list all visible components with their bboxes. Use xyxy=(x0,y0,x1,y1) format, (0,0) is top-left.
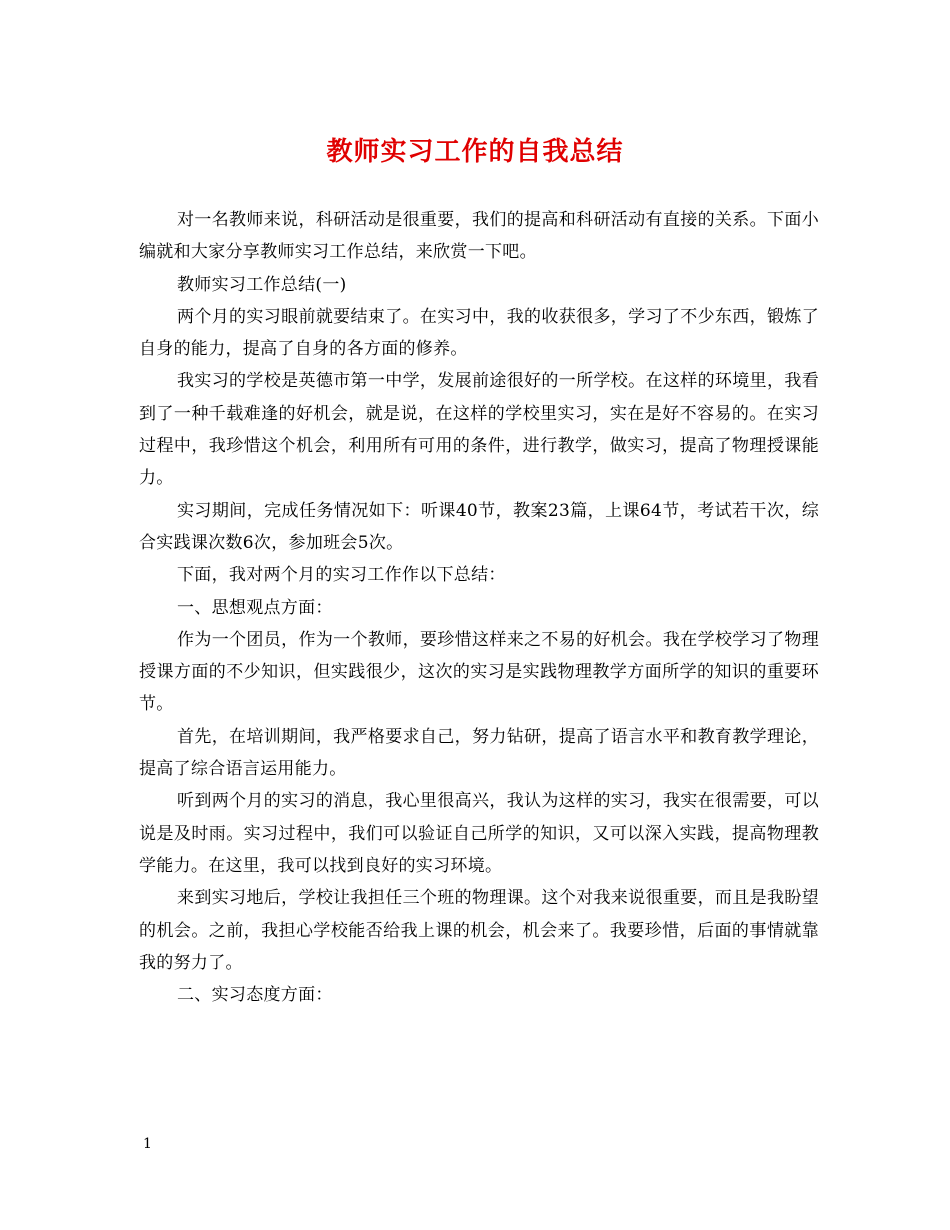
section-heading-ideology: 一、思想观点方面： xyxy=(177,597,333,618)
paragraph: 两个月的实习眼前就要结束了。在实习中，我的收获很多，学习了不少东西，锻炼了自身的能力，提高了自身的各方面的修养。 xyxy=(139,306,819,360)
paragraph: 来到实习地后，学校让我担任三个班的物理课。这个对我来说很重要，而且是我盼望的机会。之前，我担心学校能否给我上课的机会，机会来了。我要珍惜，后面的事情就靠我的努力了。 xyxy=(139,888,819,973)
paragraph: 实习期间，完成任务情况如下：听课40节，教案23篇，上课64节，考试若干次，综合实践课次数6次，参加班会5次。 xyxy=(139,500,819,553)
section-heading-summary-one: 教师实习工作总结(一) xyxy=(177,274,347,295)
paragraph: 作为一个团员，作为一个教师，要珍惜这样来之不易的好机会。我在学校学习了物理授课方面的不少知识，但实践很少，这次的实习是实践物理教学方面所学的知识的重要环节。 xyxy=(139,629,819,715)
page-number: 1 xyxy=(143,1136,152,1152)
document-title: 教师实习工作的自我总结 xyxy=(326,137,624,167)
paragraph: 首先，在培训期间，我严格要求自己，努力钻研，提高了语言水平和教育教学理论，提高了综合语言运用能力。 xyxy=(139,726,819,780)
paragraph: 听到两个月的实习的消息，我心里很高兴，我认为这样的实习，我实在很需要，可以说是及时雨。实习过程中，我们可以验证自己所学的知识，又可以深入实践，提高物理教学能力。在这里，我可以找到良好的实习环境。 xyxy=(139,791,819,876)
paragraph: 我实习的学校是英德市第一中学，发展前途很好的一所学校。在这样的环境里，我看到了一种千载难逢的好机会，就是说，在这样的学校里实习，实在是好不容易的。在实习过程中，我珍惜这个机会，利用所有可用的条件，进行教学，做实习，提高了物理授课能力。 xyxy=(139,371,819,489)
paragraph-intro: 对一名教师来说，科研活动是很重要，我们的提高和科研活动有直接的关系。下面小编就和大家分享教师实习工作总结，来欣赏一下吧。 xyxy=(139,210,819,263)
paragraph: 下面，我对两个月的实习工作作以下总结： xyxy=(177,565,506,586)
section-heading-attitude: 二、实习态度方面： xyxy=(177,985,333,1006)
document-body xyxy=(139,204,819,1011)
